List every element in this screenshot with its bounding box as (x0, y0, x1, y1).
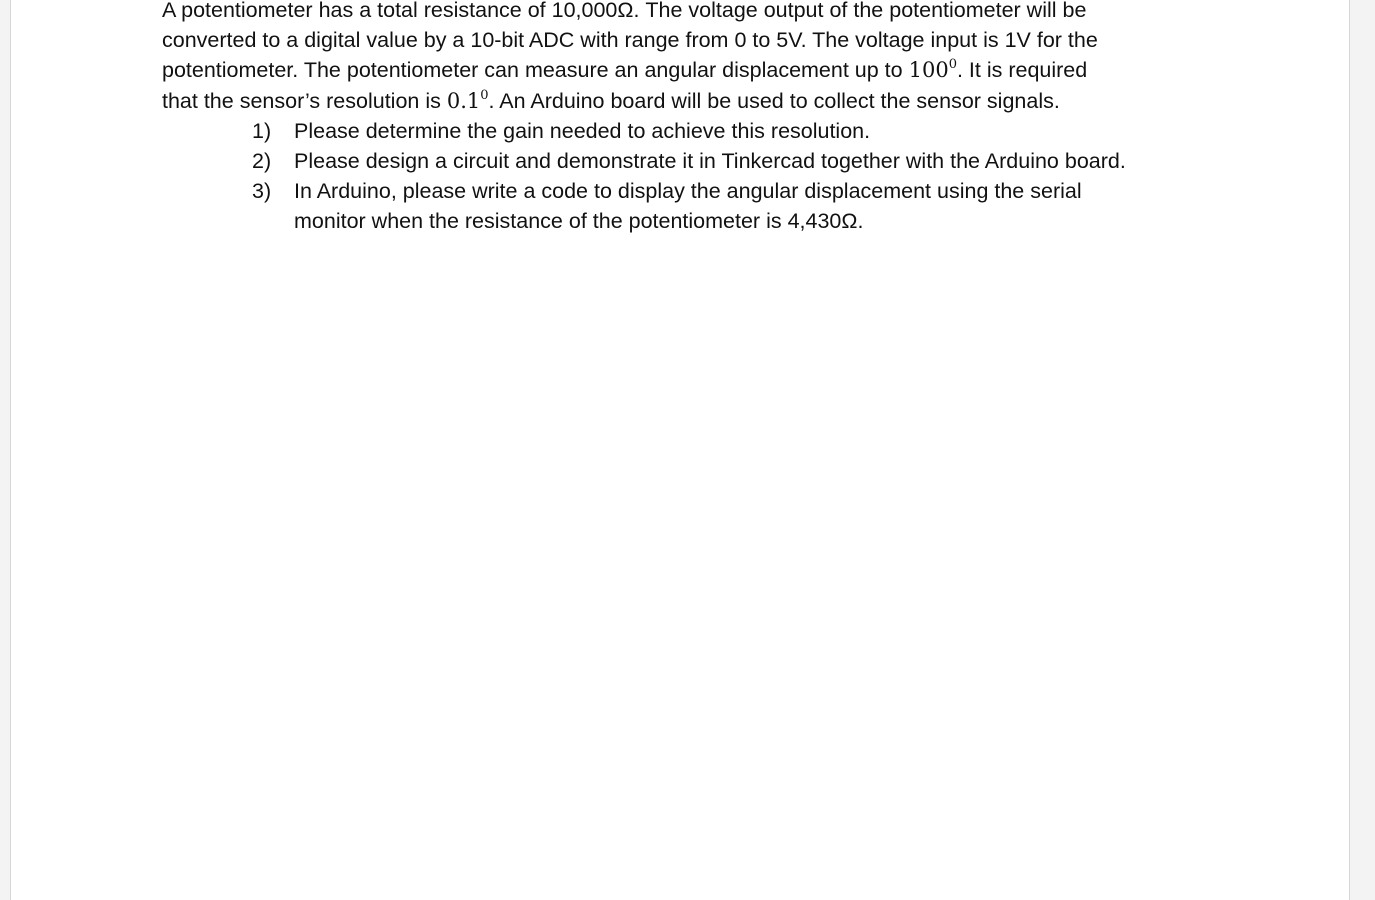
degree-sup: 0 (948, 57, 957, 73)
line3-post: . It is required (956, 58, 1088, 83)
problem-line-3 (162, 58, 1087, 82)
problem-line-2: converted to a digital value by a 10-bit ADC with range from 0 to 5V. The voltage input is 1V for the (162, 28, 1098, 53)
list-number: 2) (252, 149, 272, 174)
line4-post: . An Arduino board will be used to collect the sensor signals. (488, 88, 1060, 113)
list-number: 1) (252, 118, 272, 143)
problem-line-4 (162, 89, 1060, 113)
problem-line-1: A potentiometer has a total resistance of 10,000Ω. The voltage output of the potentiometer will be (162, 0, 1087, 22)
list-number: 3) (252, 179, 272, 204)
task-list (162, 116, 1202, 237)
resolution-value: 0.1 (446, 88, 481, 113)
task-text: In Arduino, please write a code to display the angular displacement using the serial (294, 179, 1082, 204)
task-text: Please design a circuit and demonstrate it in Tinkercad together with the Arduino board. (294, 149, 1126, 174)
document-content (162, 0, 1202, 237)
list-item (162, 176, 1202, 236)
list-item (162, 146, 1202, 176)
problem-statement (162, 0, 1202, 116)
task-text-continued: monitor when the resistance of the potentiometer is 4,430Ω. (294, 209, 864, 234)
right-gutter (1350, 0, 1375, 900)
angle-max-value: 100 (908, 58, 949, 83)
task-text: Please determine the gain needed to achieve this resolution. (294, 118, 871, 143)
list-item (162, 116, 1202, 146)
line4-pre: that the sensor’s resolution is (162, 88, 447, 113)
degree-sup: 0 (480, 87, 489, 103)
left-gutter (0, 0, 10, 900)
line3-pre: potentiometer. The potentiometer can measure an angular displacement up to (162, 58, 909, 83)
